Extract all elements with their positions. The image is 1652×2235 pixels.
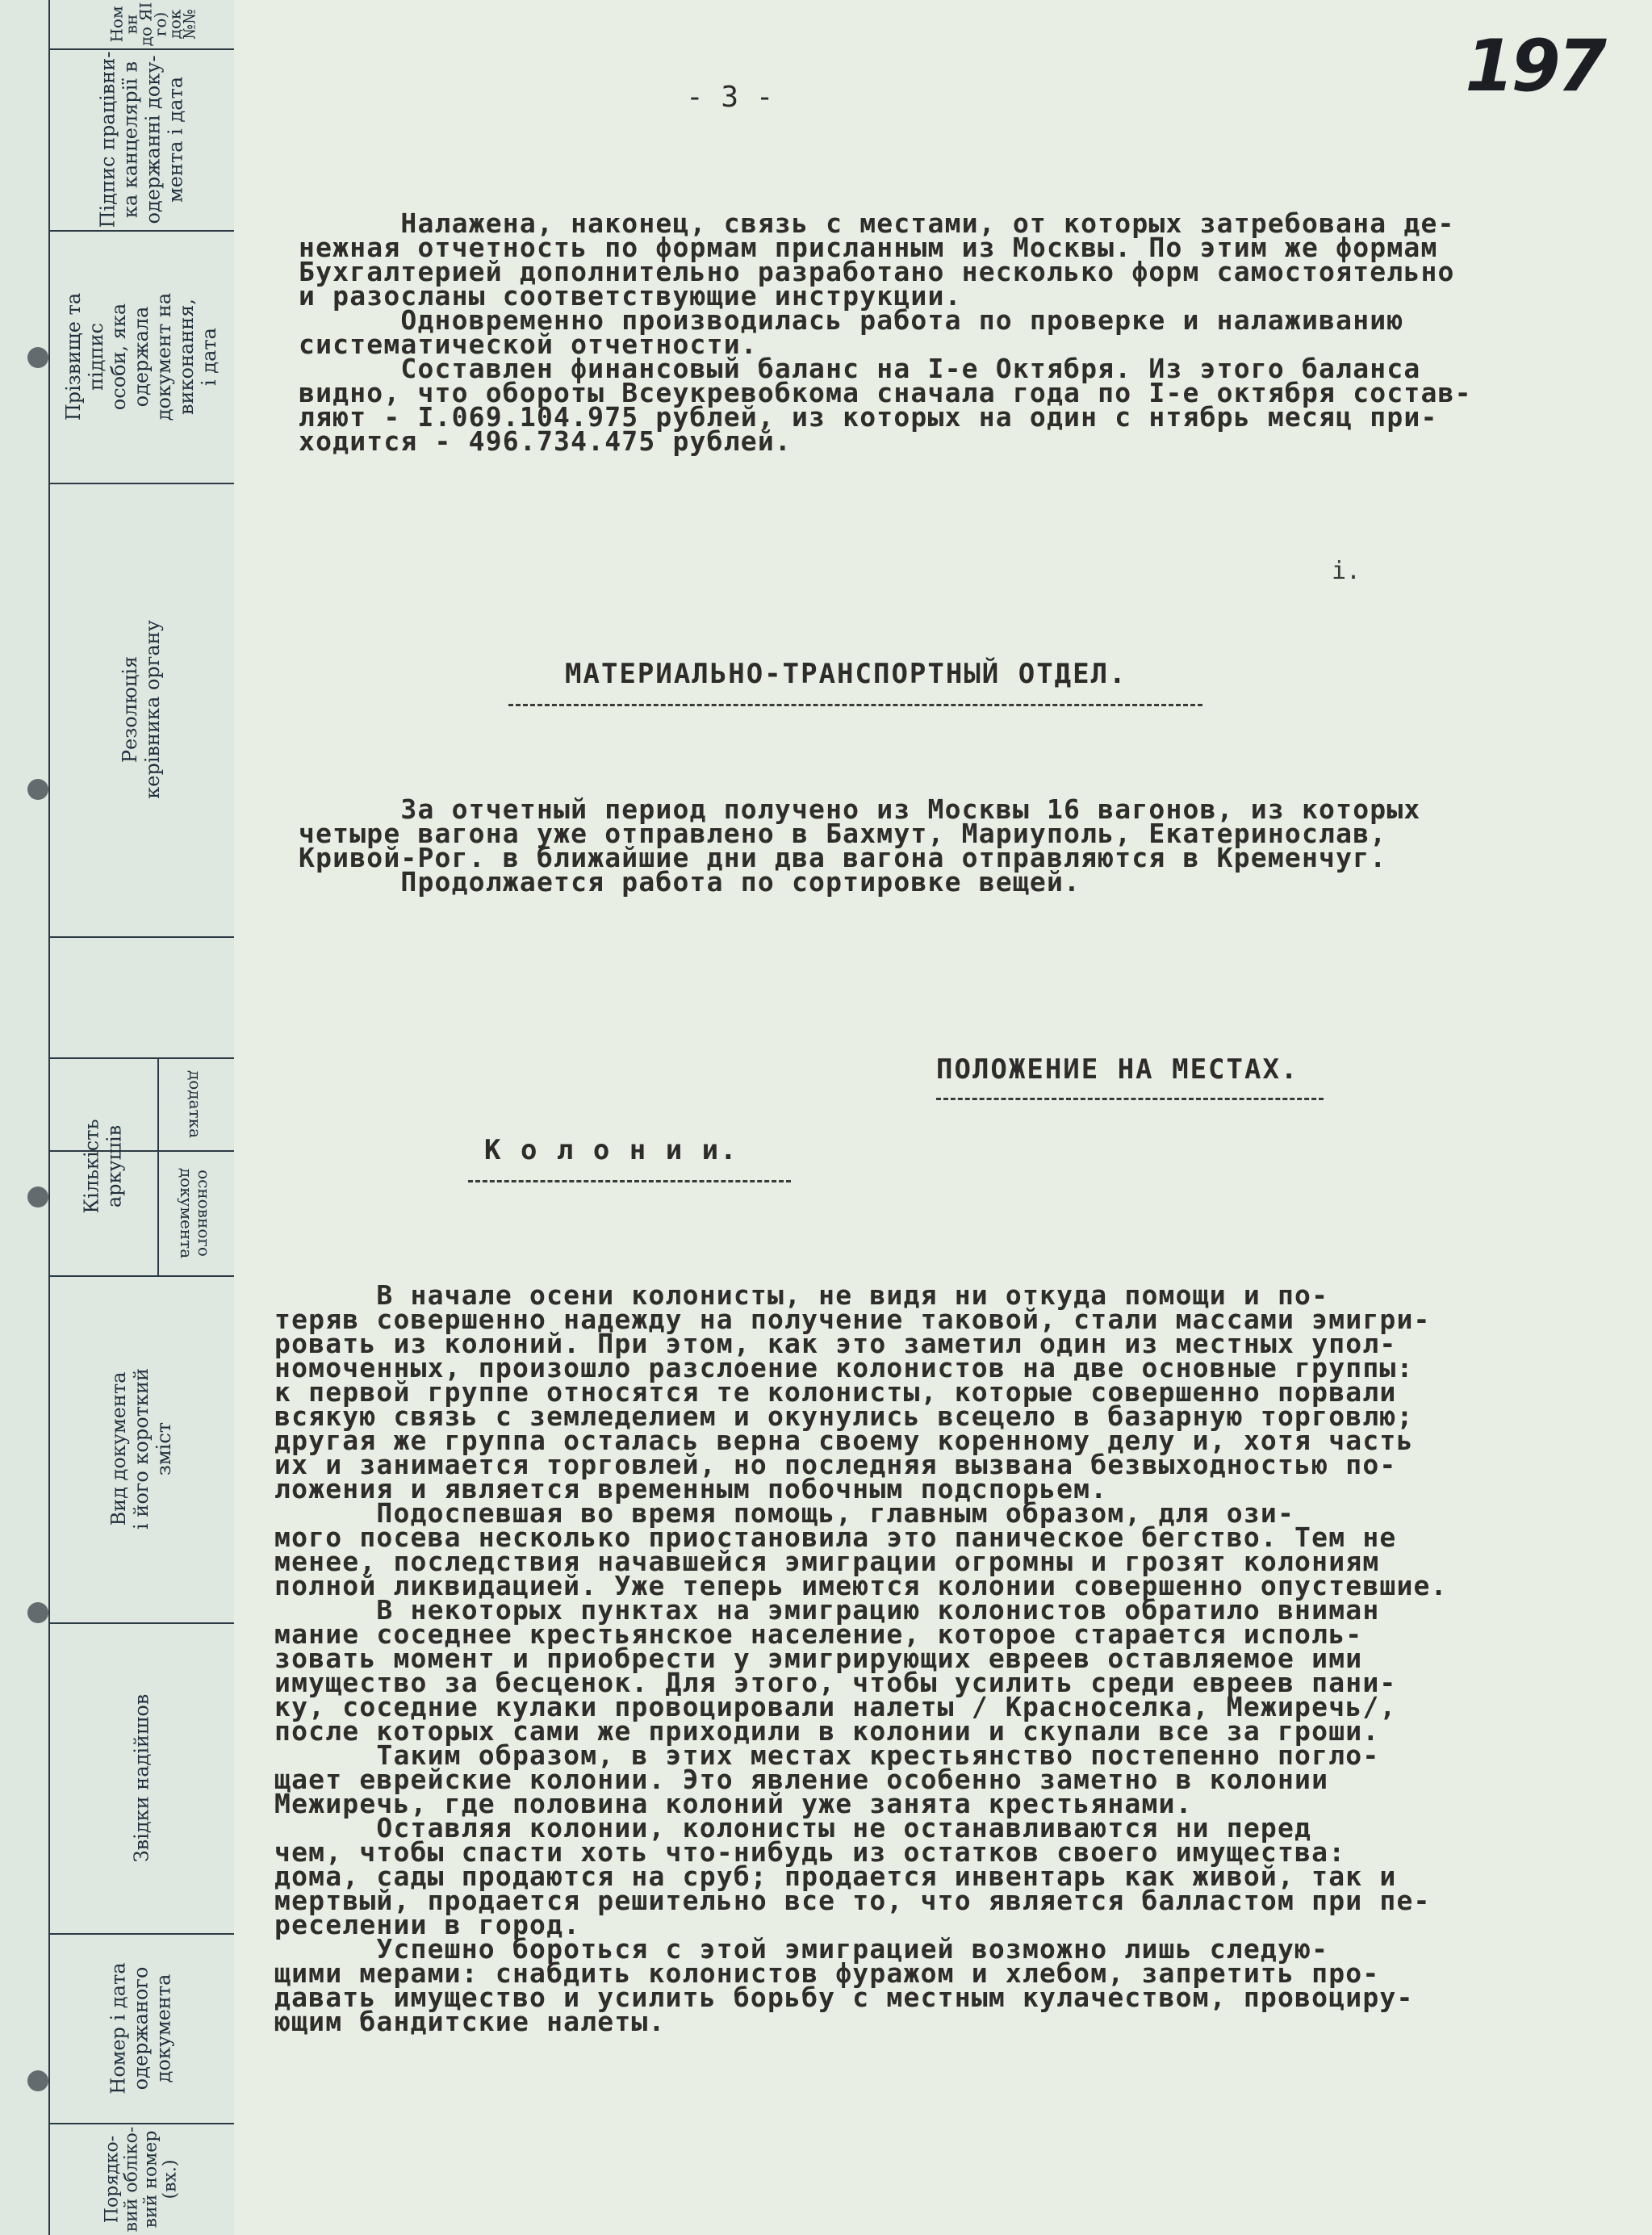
register-appendix-cell — [157, 1057, 234, 1150]
register-surname-cell — [48, 230, 234, 483]
binding-hole — [27, 1602, 48, 1623]
register-order-cell — [48, 2123, 234, 2235]
register-number-text: Номер і дата одержаного документа — [107, 1961, 175, 2095]
register-main-doc-text: основного документа — [177, 1167, 215, 1258]
register-sheets-cell — [48, 1057, 157, 1275]
paragraph-colonies: В начале осени колонисты, не видя ни откуда помощи и по- теряв совершенно надежду на получение таковой, стали массами эмигри- ровать из колоний. При этом, как это заметил один из местных упол- номоченных, произошло разслоение колонистов на две основные группы: к первой группе относятся те колонисты, которые совершенно порвали всякую связь с земледелием и окунулись всецело в базарную торговлю; другая же группа осталась верна своему коренному делу и, хотя часть их и занимается торговлей, но последняя вызвана безвыходностью по- ложения и является временным побочным подспорьем. Подоспевшая во время помощь, главным образом, для ози- мого посева несколько приостановила это паническое бегство. Тем не менее, последствия начавшейся эмиграции огромны и грозят колониям полной ликвидацией. Уже теперь имеются колонии совершенно опустевшие. В некоторых пунктах на эмиграцию колонистов обратило вниман мание соседнее крестьянское население, которое старается исполь- зовать момент и приобрести у эмигрирующих евреев оставляемое ими имущество за бесценок. Для этого, чтобы усилить среди евреев пани- ку, соседние кулаки провоцировали налеты / Красноселка, Межиречь/, после которых сами же приходили в колонии и скупали все за гроши. Таким образом, в этих местах крестьянство постепенно погло- щает еврейские колонии. Это явление особенно заметно в колонии Межиречь, где половина колоний уже занята крестьянами. Оставляя колонии, колонисты не останавливаются ни перед чем, чтобы спасти хоть что-нибудь из остатков своего имущества: дома, сады продаются на сруб; продается инвентарь как живой, так и мертвый, продается решительно все то, что является балластом при пе- реселении в город. Успешно бороться с этой эмиграцией возможно лишь следую- щими мерами: снабдить колонистов фуражом и хлебом, запретить про- давать имущество и усилить борьбу с местным кулачеством, провоциру- ющим бандитские налеты. — [274, 1279, 1448, 2037]
register-source-cell — [48, 1622, 234, 1933]
heading-underline — [936, 1098, 1324, 1100]
register-order-text: Порядко- вий обліко- вий номер (вх.) — [101, 2126, 180, 2232]
register-resolution-cell — [48, 483, 234, 936]
heading-underline — [508, 704, 1202, 706]
paragraph-accounting: Налажена, наконец, связь с местами, от которых затребована де- нежная отчетность по формам присланным из Москвы. По этим же формам Бухгалтерией дополнительно разработано несколько форм самостоятельно и разосланы соответствующие инструкции. Одновременно производилась работа по проверке и налаживанию систематической отчетности. Составлен финансовый баланс на I-е Октября. Из этого баланса видно, что обороты Всеукревобкома сначала года по I-е октября состав- ляют - I.069.104.975 рублей, из которых на один с нтябрь месяц при- ходится - 496.734.475 рублей. — [299, 207, 1472, 457]
register-doctype-text: Вид документа і його короткий зміст — [107, 1368, 175, 1530]
register-main-doc-cell — [157, 1150, 234, 1275]
heading-material-transport: МАТЕРИАЛЬНО-ТРАНСПОРТНЫЙ ОТДЕЛ. — [565, 658, 1127, 690]
binding-hole — [27, 1187, 48, 1207]
register-top-cell — [68, 0, 237, 48]
margin-divider — [48, 936, 234, 938]
register-surname-text: Прізвище та підпис особи, яка одержала документ на виконання, і дата — [62, 292, 220, 421]
register-doctype-cell — [48, 1275, 234, 1622]
binding-hole — [27, 347, 48, 368]
binding-hole — [27, 2070, 48, 2091]
heading-local-situation: ПОЛОЖЕНИЕ НА МЕСТАХ. — [936, 1053, 1299, 1086]
page-number: - 3 - — [686, 81, 774, 114]
heading-underline — [468, 1180, 791, 1182]
register-number-cell — [48, 1933, 234, 2123]
register-top-text: Ном вн до ЯІ го) док №№ — [106, 2, 199, 47]
document-sheet — [234, 0, 1652, 2235]
binding-hole — [27, 779, 48, 800]
register-appendix-text: додатка — [186, 1069, 206, 1138]
folio-number: 197 — [1465, 24, 1604, 107]
heading-colonies: К о л о н и и. — [484, 1134, 738, 1166]
register-source-text: Звідки надійшов — [129, 1693, 153, 1862]
paragraph-material: За отчетный период получено из Москвы 16 вагонов, из которых четыре вагона уже отправлено в Бахмут, Мариуполь, Екатеринослав, Кривой-Рог. в ближайшие дни два вагона отправляются в Кременчуг. Продолжается работа по сортировке вещей. — [299, 793, 1421, 898]
register-resolution-text: Резолюція керівника органу — [119, 620, 164, 799]
margin-mark: i. — [1332, 557, 1361, 585]
register-signature-text: Підпис працівни- ка канцелярії в одержанні доку- мента і дата — [96, 51, 186, 228]
register-signature-cell — [48, 48, 234, 230]
register-margin — [0, 0, 236, 2235]
register-sheets-text: Кількість аркушів — [80, 1119, 126, 1214]
